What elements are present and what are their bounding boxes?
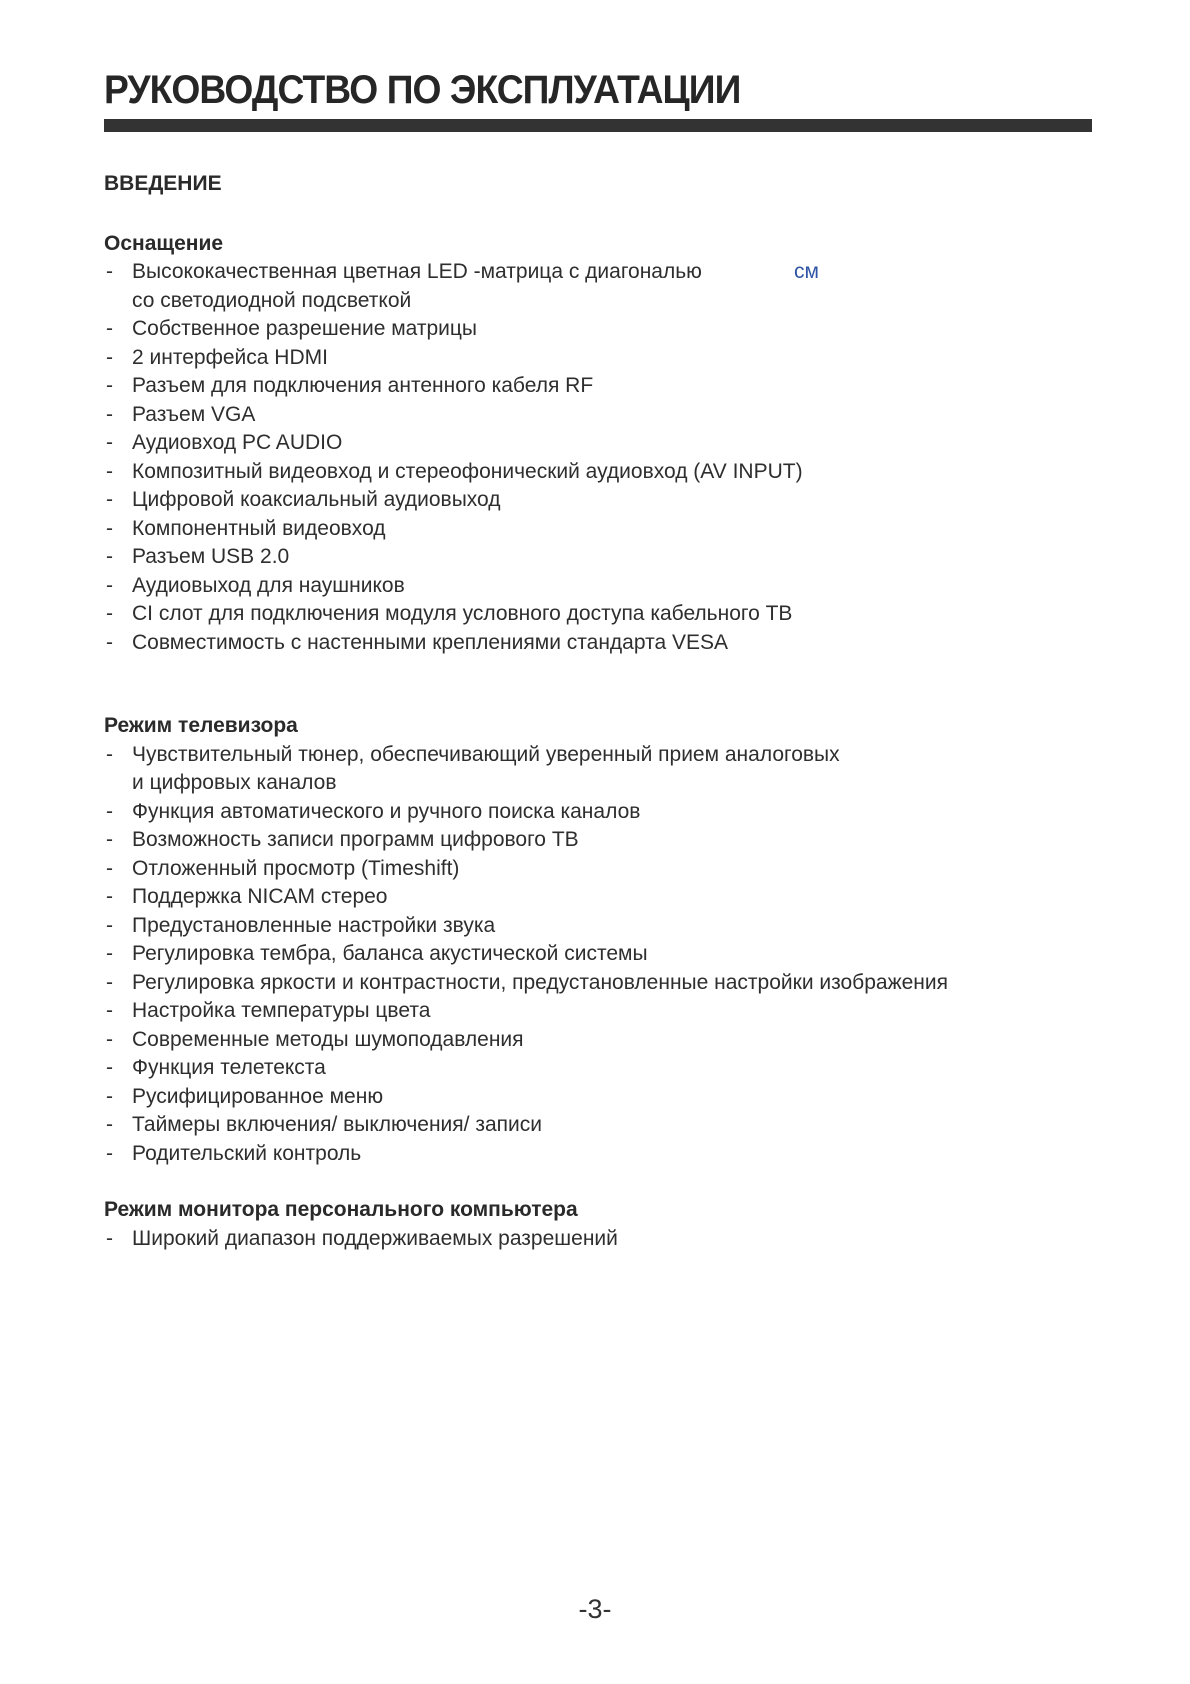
list-item: - Поддержка NICAM стерео — [104, 883, 1094, 912]
list-item: - Композитный видеовход и стереофонический аудиовход (AV INPUT) — [104, 458, 1094, 487]
list-item: - CI слот для подключения модуля условного доступа кабельного ТВ — [104, 600, 1094, 629]
list-item: - Родительский контроль — [104, 1140, 1094, 1169]
tv-mode-list — [104, 741, 1094, 1169]
equipment-heading: Оснащение — [104, 231, 224, 255]
diagonal-unit: см — [794, 260, 819, 283]
list-item: - Функция телетекста — [104, 1054, 1094, 1083]
list-item: - Русифицированное меню — [104, 1083, 1094, 1112]
list-item: - Компонентный видеовход — [104, 515, 1094, 544]
page-title: РУКОВОДСТВО ПО ЭКСПЛУАТАЦИИ — [104, 68, 741, 112]
page-number: -3- — [578, 1594, 612, 1624]
tv-mode-heading: Режим телевизора — [104, 714, 298, 737]
list-item: - Разъем VGA — [104, 401, 1094, 430]
list-item: - Отложенный просмотр (Timeshift) — [104, 855, 1094, 884]
list-item — [104, 258, 1094, 315]
list-item: - Предустановленные настройки звука — [104, 912, 1094, 941]
list-item: - Цифровой коаксиальный аудиовыход — [104, 486, 1094, 515]
list-item: - Совместимость с настенными креплениями стандарта VESA — [104, 629, 1094, 658]
list-item-text: - Высококачественная цветная LED -матрица с диагональю — [132, 260, 702, 283]
list-item: - Настройка температуры цвета — [104, 997, 1094, 1026]
list-item: - Собственное разрешение матрицы — [104, 315, 1094, 344]
list-item: - Возможность записи программ цифрового ТВ — [104, 826, 1094, 855]
pc-mode-list — [104, 1225, 1094, 1254]
document-body — [104, 170, 1094, 1253]
pc-mode-heading: Режим монитора персонального компьютера — [104, 1198, 578, 1221]
list-item-text: и цифровых каналов — [132, 771, 337, 794]
spacer — [104, 657, 1094, 712]
spacer — [104, 199, 1094, 230]
equipment-list — [104, 258, 1094, 657]
list-item-text: - Чувствительный тюнер, обеспечивающий уверенный прием аналоговых — [132, 742, 840, 766]
list-item: - Функция автоматического и ручного поиска каналов — [104, 798, 1094, 827]
list-item: - Регулировка тембра, баланса акустической системы — [104, 940, 1094, 969]
list-item: - Разъем для подключения антенного кабеля RF — [104, 372, 1094, 401]
spacer — [104, 1168, 1094, 1196]
list-item: - Современные методы шумоподавления — [104, 1026, 1094, 1055]
list-item: - Разъем USB 2.0 — [104, 543, 1094, 572]
intro-heading: ВВЕДЕНИЕ — [104, 172, 222, 195]
list-item: - Аудиовыход для наушников — [104, 572, 1094, 601]
list-item: - Регулировка яркости и контрастности, предустановленные настройки изображения — [104, 969, 1094, 998]
list-item-text: со светодиодной подсветкой — [132, 288, 412, 312]
list-item: - Широкий диапазон поддерживаемых разрешений — [104, 1225, 1094, 1254]
list-item: - 2 интерфейса HDMI — [104, 344, 1094, 373]
title-rule — [104, 119, 1092, 132]
list-item: - Таймеры включения/ выключения/ записи — [104, 1111, 1094, 1140]
list-item: - Аудиовход PC AUDIO — [104, 429, 1094, 458]
list-item — [104, 741, 1094, 798]
